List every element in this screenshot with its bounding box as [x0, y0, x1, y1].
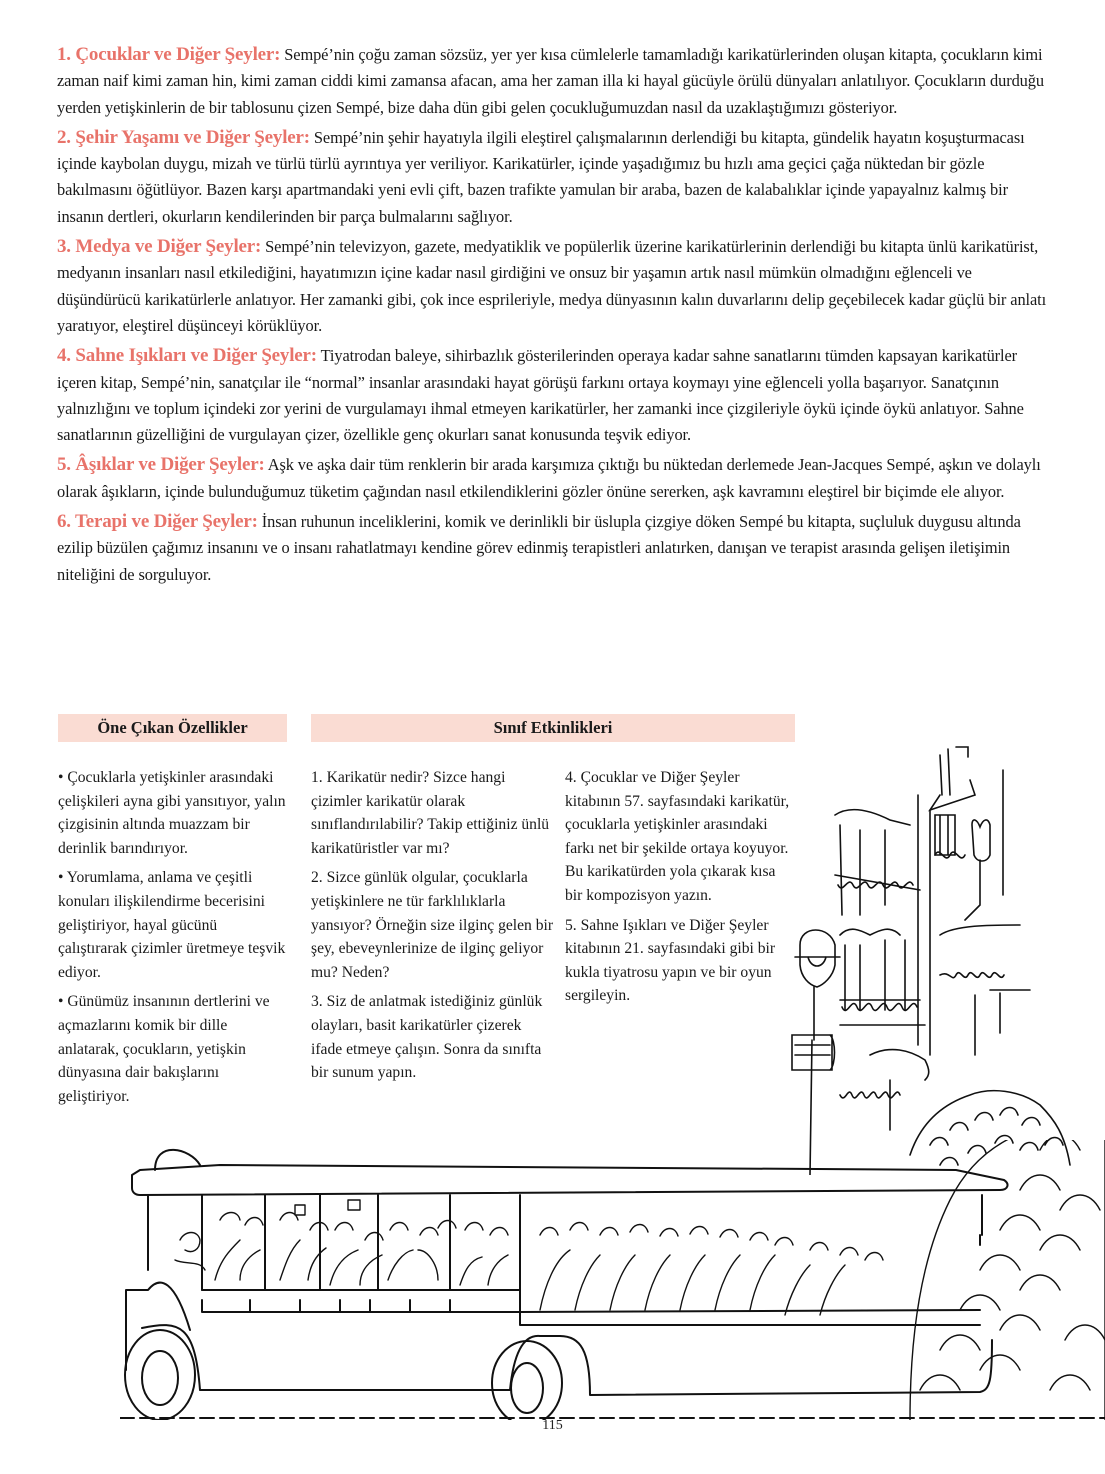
bus-illustration [120, 1140, 1105, 1420]
book-description: Sempé’nin televizyon, gazete, medyatiklik ve popülerlik üzerine karikatürlerinin derlendiği bu kitapta ünlü karikatürist, medyanın insanları nasıl etkilediğini, hayatımızın içine kadar nasıl girdiğini ve onsuz bir yaşamın artık nasıl mümkün olmadığını eğlenceli ve düşündürücü karikatürlerle anlatıyor. Her zamanki gibi, çok ince esprileriyle, medya dünyasının kalın duvarlarını delip geçebilecek kadar güçlü bir anlatı yaratıyor, eleştirel düşünceyi körüklüyor. [57, 237, 1047, 335]
activity-item: 3. Siz de anlatmak istediğiniz günlük olayları, basit karikatürler çizerek ifade etmeye çalışın. Sonra da sınıfta bir sunum yapın. [311, 993, 543, 1082]
book-title: 2. Şehir Yaşamı ve Diğer Şeyler: [57, 126, 310, 148]
street-lamp-drawing [792, 930, 840, 1175]
activity-item: 4. Çocuklar ve Diğer Şeyler kitabının 57. sayfasındaki karikatür, çocuklarla yetişkinler arasındaki farkı net bir şekilde ortaya koyuyor. Bu karikatürden yola çıkarak kısa bir kompozisyon yazın. [565, 769, 790, 904]
book-description: Tiyatrodan baleye, sihirbazlık gösterilerinden operaya kadar sahne sanatlarını tümden kapsayan karikatürler içeren kitap, Sempé’nin, sanatçılar ile “normal” insanlar arasındaki hayat görüşü farkını ortaya koymayı yine eğlenceli yolla başarıyor. Sanatçının yalnızlığını ve toplum içindeki zor yerini de vurgulamayı ihmal etmeyen karikatürler, her zamanki ince çizgileriyle öykü içinde öykü anlatıyor. Sahne sanatlarının güzelliğini de vurgulayan çizer, özellikle genç okurları sanat konusunda teşvik ediyor. [57, 346, 1024, 445]
bus-drawing [120, 1150, 1105, 1420]
book-entry [57, 234, 1047, 339]
book-description: Aşk ve aşka dair tüm renklerin bir arada karşımıza çıktığı bu nüktedan derlemede Jean-Jacques Sempé, aşkın ve dolaylı olarak âşıkların, içinde bulunduğumuz tüketim çağından nasıl etkilendiklerini gözler önüne sererken, aşk kavramını eleştirel bir biçimde ele alıyor. [57, 455, 1041, 501]
book-description: İnsan ruhunun inceliklerini, komik ve derinlikli bir üslupla çizgiye döken Sempé bu kitapta, suçluluk duygusu altında ezilip büzülen çağımız insanını ve o insanı rahatlatmayı kendine görev edinmiş terapistleri anlatırken, danışan ve terapist arasında gelişen iletişimin niteliğini de sorguluyor. [57, 512, 1021, 584]
feature-item: • Yorumlama, anlama ve çeşitli konuları ilişkilendirme becerisini geliştiriyor, hayal gücünü çalıştırarak çizimler üretmeye teşvik ediyor. [58, 869, 286, 981]
book-title: 5. Âşıklar ve Diğer Şeyler: [57, 454, 265, 476]
activity-item: 2. Sizce günlük olgular, çocuklarla yetişkinlere ne tür farklılıklarla yansıyor? Örneğin size ilginç gelen bir şey, ebeveynlerinize de ilginç geliyor mu? Neden? [311, 869, 554, 981]
book-descriptions [57, 42, 1047, 592]
book-entry [57, 452, 1047, 505]
features-list [58, 766, 290, 1114]
page-number: 115 [542, 1418, 563, 1433]
activity-item: 5. Sahne Işıkları ve Diğer Şeyler kitabının 21. sayfasındaki gibi bir kukla tiyatrosu yapın ve bir oyun sergileyin. [565, 916, 776, 1005]
book-entry [57, 509, 1047, 588]
activities-header: Sınıf Etkinlikleri [311, 714, 795, 742]
book-entry [57, 125, 1047, 230]
book-entry [57, 42, 1047, 121]
book-description: Sempé’nin çoğu zaman sözsüz, yer yer kısa cümlelerle tamamladığı karikatürlerinden oluşan kitapta, çocukların kimi zaman naif kimi zaman hin, kimi zaman ciddi kimi zamansa afacan, ama her zaman illa ki hayal gücüyle örülü dünyaları anlatılıyor. Çocukların durduğu yerden yetişkinlerin de bir tablosunu çizen Sempé, bize daha dün gibi gelen çocukluğumuzdan nasıl da uzaklaştığımızı gösteriyor. [57, 45, 1044, 117]
activities-column-1 [311, 766, 556, 1091]
book-title: 1. Çocuklar ve Diğer Şeyler: [57, 44, 281, 65]
passengers-drawing [175, 1200, 883, 1315]
book-entry [57, 343, 1047, 448]
building-drawing [835, 747, 1030, 1130]
book-title: 4. Sahne Işıkları ve Diğer Şeyler: [57, 345, 317, 367]
feature-item: • Çocuklarla yetişkinler arasındaki çelişkileri ayna gibi yansıtıyor, yalın çizgisinin altında muazzam bir derinlik barındırıyor. [58, 769, 286, 857]
activities-column-2 [565, 766, 795, 1014]
feature-item: • Günümüz insanının dertlerini ve açmazlarını komik bir dille anlatarak, çocukların, yetişkin dünyasına dair bakışlarını geliştiriyor. [58, 993, 270, 1105]
book-description: Sempé’nin şehir hayatıyla ilgili eleştirel çalışmalarının derlendiği bu kitapta, gündelik hayatın koşuşturmacası içinde kaybolan duygu, mizah ve türlü türlü ayrıntıya yer veriliyor. Karikatürler, içinde yaşadığımız bu hızlı ama geçici çağa nüktedan bir gözle bakılmasını öğütlüyor. Bazen karşı apartmandaki yeni evli çift, bazen trafikte yamulan bir araba, bazen de kalabalıklar içinde yapayalnız kalmış bir insanın dertleri, okurların kendilerinden bir parça bulmalarını sağlıyor. [57, 127, 1025, 226]
activity-item: 1. Karikatür nedir? Sizce hangi çizimler karikatür olarak sınıflandırılabilir? Takip ettiğiniz ünlü karikatüristler var mı? [311, 769, 550, 857]
book-title: 6. Terapi ve Diğer Şeyler: [57, 511, 258, 533]
book-title: 3. Medya ve Diğer Şeyler: [57, 236, 262, 258]
features-header: Öne Çıkan Özellikler [58, 714, 287, 742]
street-illustration [790, 735, 1100, 1175]
